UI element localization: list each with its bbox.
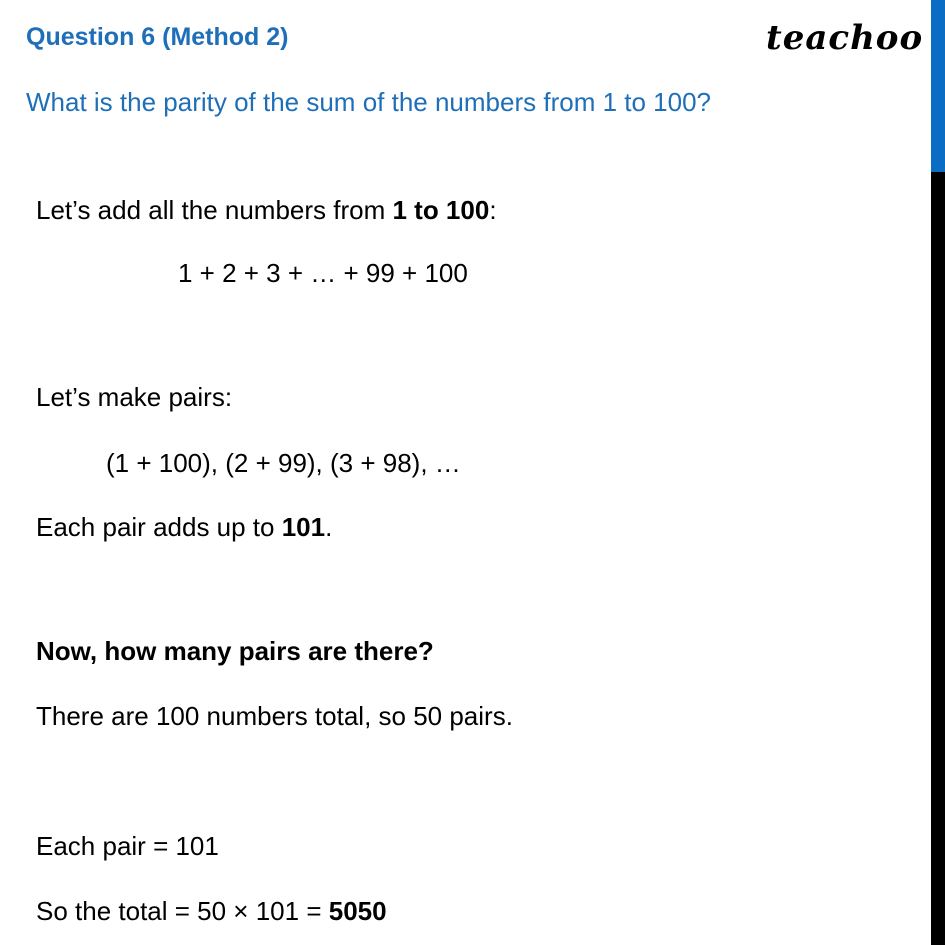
total-bold: 5050	[328, 896, 387, 926]
each-pair-value: Each pair = 101	[36, 831, 219, 861]
value-bold: 101	[281, 512, 326, 542]
text: :	[489, 195, 497, 225]
teachoo-logo: teachoo	[766, 18, 924, 58]
question-text: What is the parity of the sum of the numbers from 1 to 100?	[26, 87, 712, 117]
scrollbar-thumb[interactable]	[931, 0, 945, 172]
step-add-numbers	[36, 197, 497, 223]
scrollbar-track[interactable]	[931, 172, 945, 945]
range-bold: 1 to 100	[392, 195, 490, 225]
step-make-pairs: Let’s make pairs:	[36, 382, 233, 412]
sum-expression: 1 + 2 + 3 + … + 99 + 100	[178, 258, 468, 288]
text: Each pair adds up to	[36, 512, 282, 542]
question-title: Question 6 (Method 2)	[26, 23, 289, 51]
pairs-count: There are 100 numbers total, so 50 pairs.	[36, 701, 513, 731]
text: Let’s add all the numbers from	[36, 195, 393, 225]
pairs-expression: (1 + 100), (2 + 99), (3 + 98), …	[106, 448, 461, 478]
text: .	[325, 512, 333, 542]
total-result	[36, 898, 387, 924]
pairs-question: Now, how many pairs are there?	[36, 636, 434, 666]
text: So the total = 50 × 101 =	[36, 896, 329, 926]
pair-sum	[36, 514, 332, 540]
